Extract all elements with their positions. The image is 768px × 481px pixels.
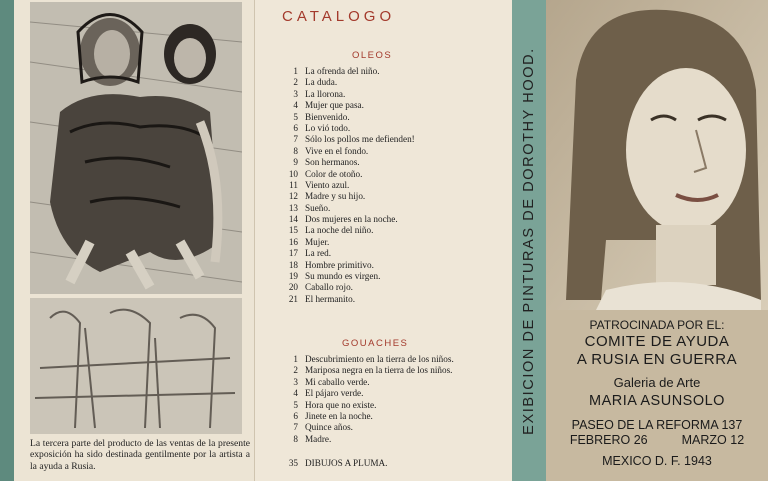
oleos-heading: OLEOS [352, 50, 393, 61]
list-item: 19 Su mundo es virgen. [288, 271, 381, 282]
gouaches-heading: GOUACHES [342, 338, 409, 349]
catalog-title: CATALOGO [282, 8, 396, 25]
dibujos-item: 35 DIBUJOS A PLUMA. [288, 458, 388, 468]
gouaches-list [282, 354, 454, 445]
artist-portrait-photo [546, 0, 768, 310]
list-item: 17 La red. [288, 248, 332, 259]
list-item: 3 Mi caballo verde. [293, 376, 370, 387]
list-item: 2 La duda. [293, 77, 338, 88]
list-item: 1 Descubrimiento en la tierra de los niños. [293, 354, 454, 364]
gallery-address: PASEO DE LA REFORMA 137 [571, 418, 743, 432]
gallery-line-1: Galeria de Arte [613, 375, 701, 390]
list-item: 8 Vive en el fondo. [293, 145, 369, 156]
list-item: 3 La llorona. [293, 88, 346, 99]
mother-child-drawing [30, 2, 242, 294]
list-item: 7 Sólo los pollos me defienden! [293, 134, 415, 145]
list-item: 20 Caballo rojo. [288, 282, 353, 293]
date-to: MARZO 12 [681, 433, 745, 447]
list-item: 5 Hora que no existe. [293, 399, 377, 410]
list-item: 13 Sueño. [288, 202, 331, 213]
list-item: 10 Color de otoño. [288, 168, 363, 179]
exhibition-spine-title: EXIBICION DE PINTURAS DE DOROTHY HOOD. [521, 46, 537, 435]
list-item: 2 Mariposa negra en la tierra de los niños. [293, 365, 453, 376]
list-item: 18 Hombre primitivo. [288, 259, 374, 270]
list-item: 9 Son hermanos. [293, 157, 360, 168]
figures-drawing [30, 298, 242, 434]
gallery-name: MARIA ASUNSOLO [589, 393, 725, 409]
list-item: 5 Bienvenido. [293, 111, 350, 122]
date-from: FEBRERO 26 [569, 433, 648, 447]
city-year: MEXICO D. F. 1943 [602, 454, 712, 468]
list-item: 4 Mujer que pasa. [293, 100, 364, 111]
exhibition-dates [550, 433, 764, 447]
committee-line-1: COMITE DE AYUDA [584, 333, 730, 350]
list-item: 7 Quince años. [293, 422, 353, 433]
list-item: 21 El hermanito. [288, 293, 356, 304]
list-item: 16 Mujer. [288, 236, 330, 247]
sponsor-intro: PATROCINADA POR EL: [589, 318, 725, 332]
list-item: 15 La noche del niño. [288, 225, 374, 236]
oleos-list [282, 66, 415, 305]
list-item: 11 Viento azul. [289, 179, 350, 190]
list-item: 4 El pájaro verde. [293, 388, 364, 399]
committee-line-2: A RUSIA EN GUERRA [576, 351, 738, 368]
list-item: 1 La ofrenda del niño. [293, 66, 380, 76]
list-item: 6 Jinete en la noche. [293, 410, 373, 421]
list-item: 8 Madre. [293, 433, 332, 444]
list-item: 6 Lo vió todo. [293, 122, 351, 133]
list-item: 12 Madre y su hijo. [288, 191, 366, 202]
proceeds-note: La tercera parte del producto de las ventas de la presente exposición ha sido destinada gentilmente por la artista a la ayuda a Rusia. [30, 438, 250, 472]
list-item: 14 Dos mujeres en la noche. [288, 214, 398, 225]
